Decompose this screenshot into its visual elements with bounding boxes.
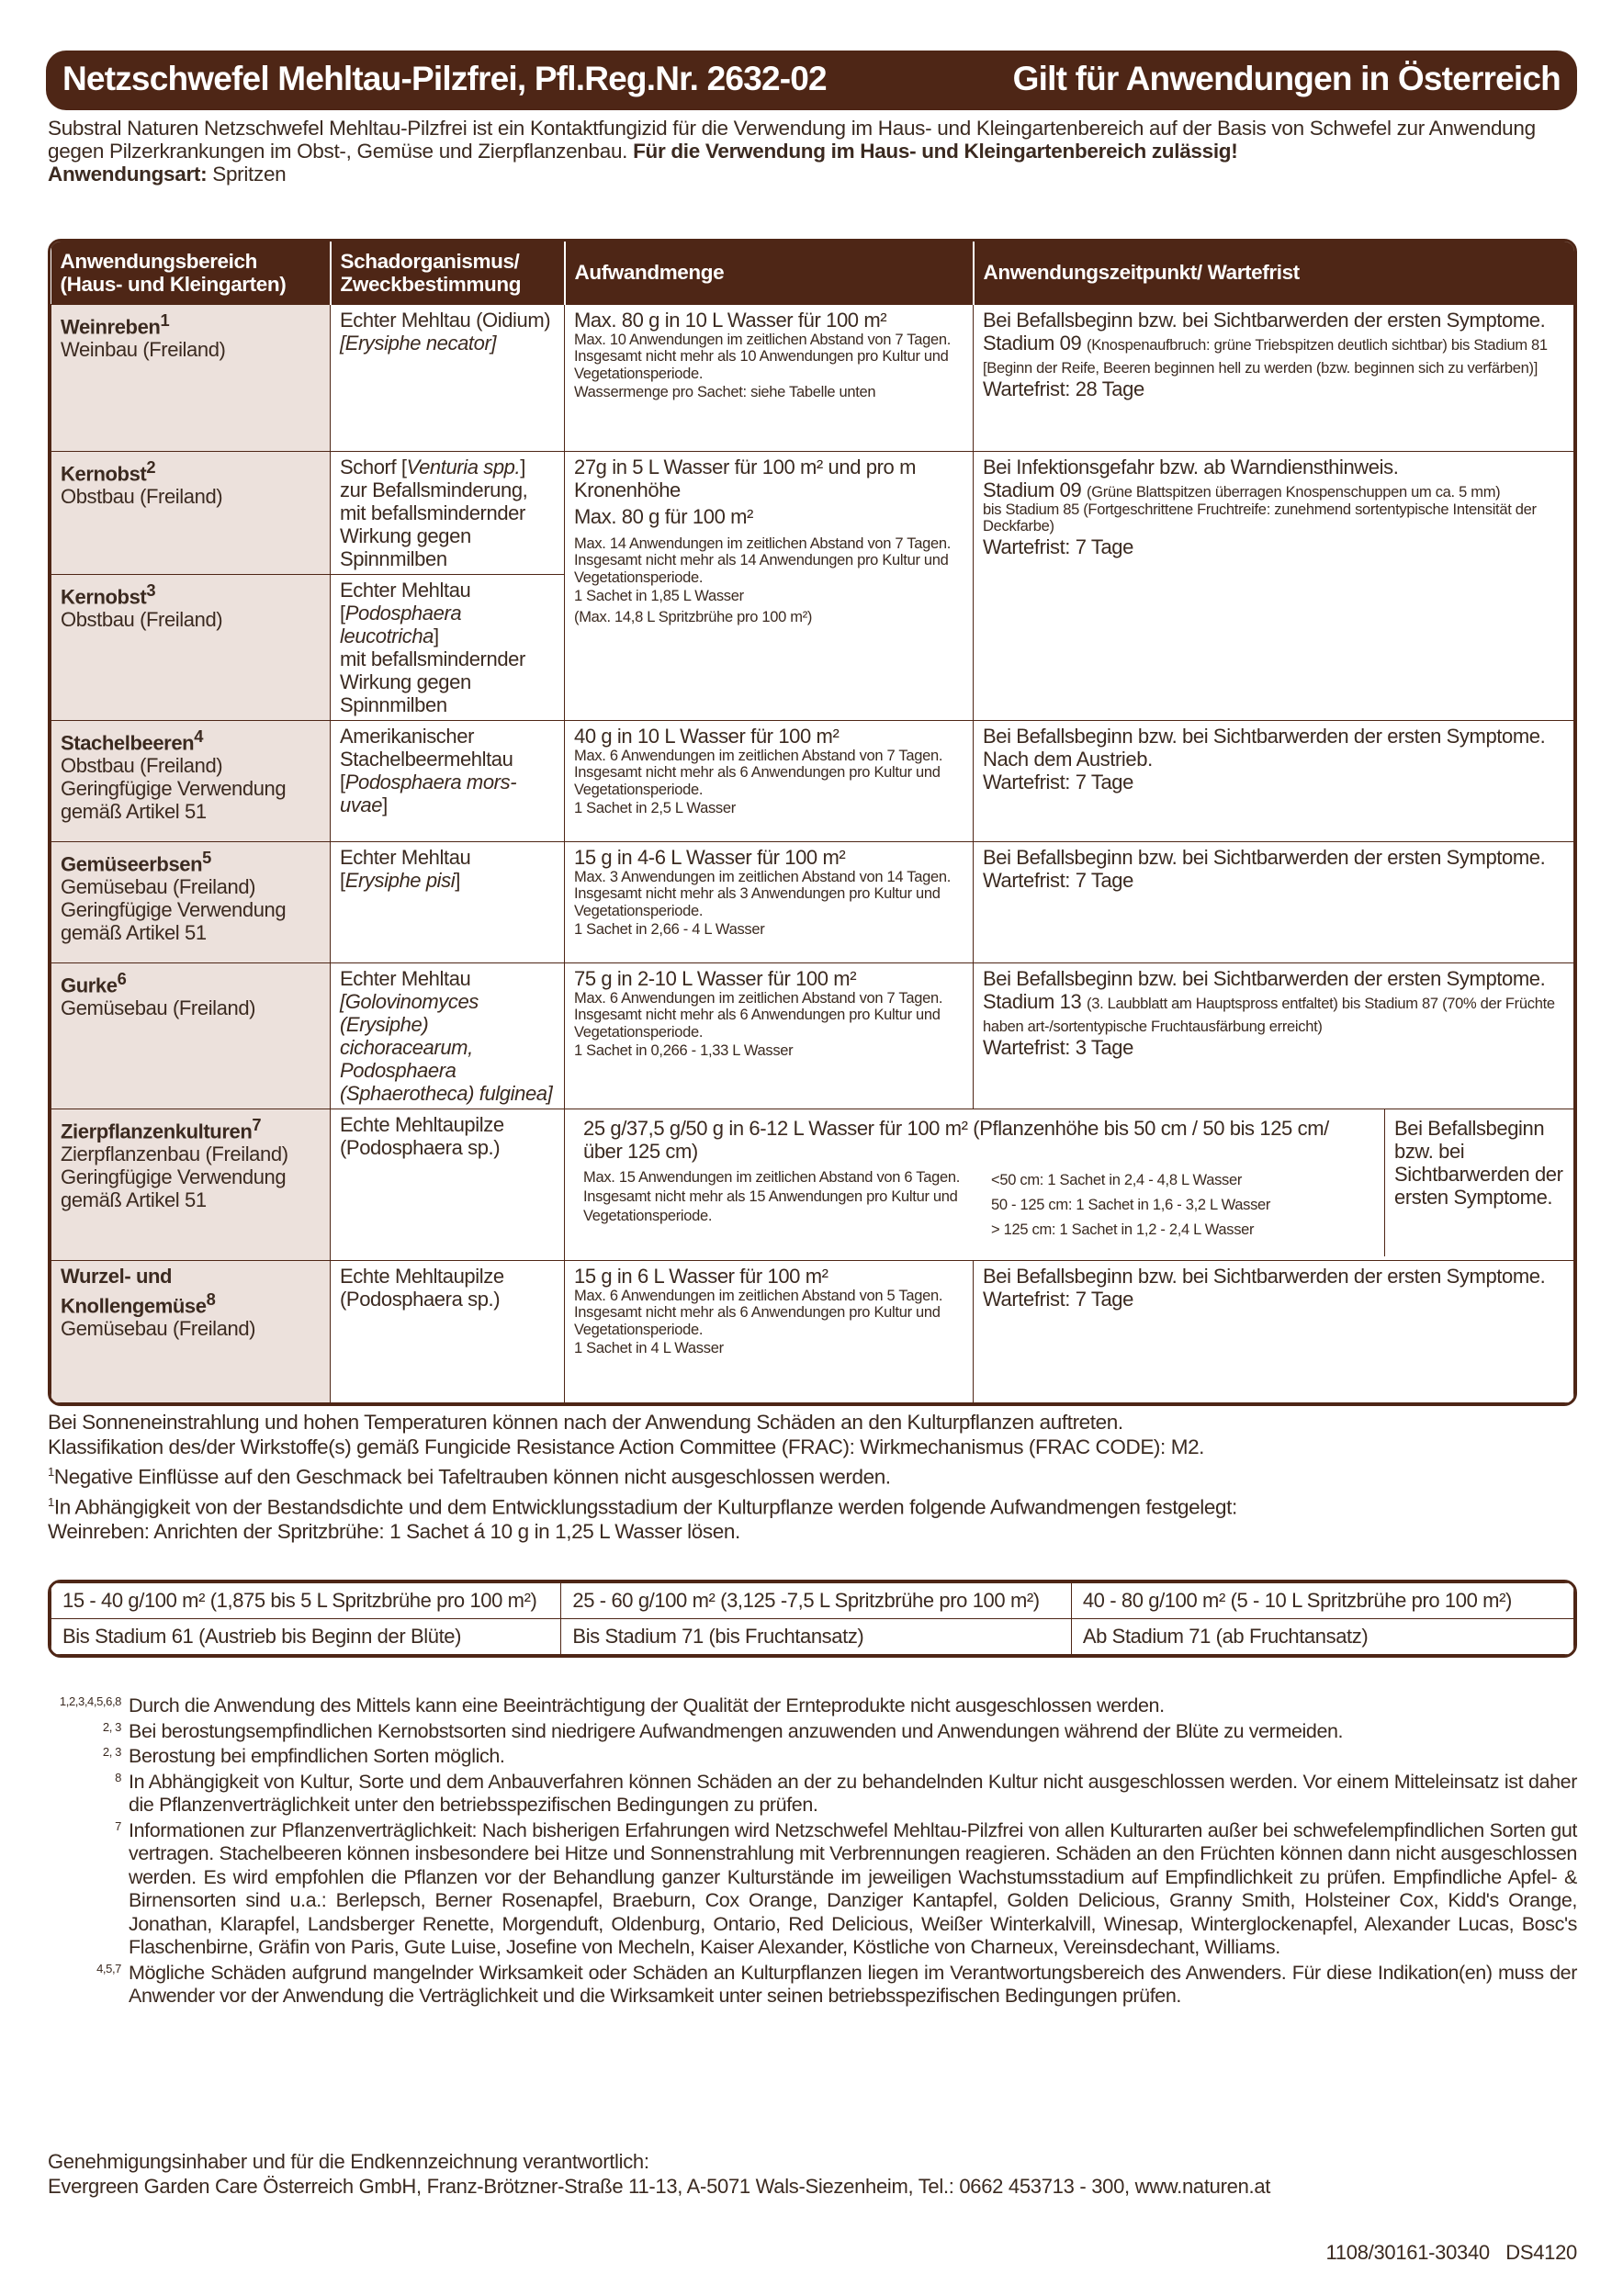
document-number: 1108/30161-30340 DS4120 bbox=[1325, 2241, 1577, 2264]
header-target: Schadorganismus/ Zweckbestimmung bbox=[331, 242, 565, 304]
target-text: Amerikanischer Stachelbeermehltau [ bbox=[340, 724, 513, 793]
table-row bbox=[51, 1109, 1574, 1260]
timing-text: Bei Befallsbeginn bzw. bei Sichtbarwerden der ersten Symptome. bbox=[983, 845, 1546, 869]
crop-sup: 7 bbox=[252, 1114, 262, 1134]
timing-stage-note: (Knospenaufbruch: grüne Triebspitzen deutlich sichtbar) bis Stadium 81 [Beginn der Reife, Beeren beginnen hell zu werden (bzw. beginnen sich zu verfärben)] bbox=[983, 336, 1548, 377]
crop-sup: 5 bbox=[202, 847, 211, 867]
target-cell bbox=[331, 841, 565, 962]
crop-name: Zierpflanzenkulturen bbox=[61, 1119, 253, 1142]
footnote bbox=[48, 1720, 1577, 1744]
footnote bbox=[48, 1962, 1577, 2009]
holder-address: Evergreen Garden Care Österreich GmbH, Franz-Brötzner-Straße 11-13, A-5071 Wals-Siezenheim, Tel.: 0662 453713 - 300, www.naturen.at bbox=[48, 2175, 1271, 2198]
target-latin: [Golovinomyces (Erysiphe) cichoracearum, Podosphaera (Sphaerotheca) fulginea] bbox=[340, 989, 553, 1105]
target-cell bbox=[331, 1109, 565, 1260]
rate-height-2: 50 - 125 cm: 1 Sachet in 1,6 - 3,2 L Wasser bbox=[991, 1196, 1271, 1213]
target-bracket: ] bbox=[455, 868, 460, 892]
timing-stage: Stadium 09 bbox=[983, 478, 1082, 501]
area-cell bbox=[51, 574, 331, 720]
target-cell bbox=[331, 962, 565, 1109]
crop-sub: Zierpflanzenbau (Freiland) bbox=[61, 1142, 288, 1165]
footnote-text: Berostung bei empfindlichen Sorten möglich. bbox=[129, 1745, 505, 1767]
stage-cell: Bis Stadium 61 (Austrieb bis Beginn der Blüte) bbox=[51, 1619, 561, 1655]
rate-main: 15 g in 4-6 L Wasser für 100 m² bbox=[574, 845, 846, 869]
region-label: Gilt für Anwendungen in Österreich bbox=[1012, 60, 1561, 97]
target-text: Echter Mehltau (Oidium) bbox=[340, 308, 551, 332]
timing-stage-note: (Grüne Blattspitzen überragen Knospenschuppen um ca. 5 mm) bbox=[1087, 483, 1501, 501]
rate-note-2: 1 Sachet in 2,66 - 4 L Wasser bbox=[574, 921, 765, 938]
waiting-period: Wartefrist: 7 Tage bbox=[983, 535, 1133, 558]
intro-paragraph bbox=[48, 117, 1577, 186]
notes-block bbox=[48, 1410, 1577, 1544]
crop-sup: 8 bbox=[206, 1289, 216, 1309]
waiting-period: Wartefrist: 3 Tage bbox=[983, 1035, 1133, 1059]
table-row bbox=[51, 962, 1574, 1109]
footnote bbox=[48, 1819, 1577, 1960]
footnote-text: Bei berostungsempfindlichen Kernobstsorten sind niedrigere Aufwandmengen anzuwenden und Anwendungen während der Blüte zu vermeiden. bbox=[129, 1719, 1344, 1742]
note-mark: 1 bbox=[48, 1494, 54, 1509]
rate-main: 25 g/37,5 g/50 g in 6-12 L Wasser für 100 m² (Pflanzenhöhe bis 50 cm / 50 bis 125 cm/ über 125 cm) bbox=[583, 1116, 1329, 1163]
target-cell bbox=[331, 1260, 565, 1402]
timing-stage-note: (3. Laubblatt am Hauptspross entfaltet) bis Stadium 87 (70% der Früchte haben art-/sortentypische Fruchtausfärbung erreicht) bbox=[983, 995, 1555, 1035]
zier-rate-area bbox=[565, 1109, 1385, 1256]
waiting-period: Wartefrist: 7 Tage bbox=[983, 1287, 1133, 1311]
table-row bbox=[51, 720, 1574, 841]
target-bracket: ] bbox=[520, 455, 525, 478]
crop-name: Weinreben bbox=[61, 314, 161, 338]
footnote bbox=[48, 1745, 1577, 1769]
crop-sub-2: Geringfügige Verwendung gemäß Artikel 51 bbox=[61, 897, 287, 944]
crop-sup: 2 bbox=[146, 456, 156, 477]
target-cell bbox=[331, 720, 565, 841]
crop-sub: Obstbau (Freiland) bbox=[61, 607, 223, 631]
timing-text: Bei Infektionsgefahr bzw. ab Warndiensthinweis. bbox=[983, 455, 1399, 478]
rate-note: Max. 6 Anwendungen im zeitlichen Abstand von 7 Tagen. Insgesamt nicht mehr als 6 Anwendungen pro Kultur und Vegetationsperiode. bbox=[574, 747, 943, 798]
timing-cell bbox=[974, 962, 1574, 1109]
holder-label: Genehmigungsinhaber und für die Endkennzeichnung verantwortlich: bbox=[48, 2150, 649, 2173]
note-preparation: Weinreben: Anrichten der Spritzbrühe: 1 Sachet á 10 g in 1,25 L Wasser lösen. bbox=[48, 1520, 740, 1543]
timing-cell bbox=[974, 1260, 1574, 1402]
crop-name: Gemüseerbsen bbox=[61, 851, 203, 875]
crop-sub: Gemüsebau (Freiland) bbox=[61, 874, 256, 898]
crop-sub: Obstbau (Freiland) bbox=[61, 753, 223, 777]
header-rate: Aufwandmenge bbox=[565, 242, 974, 304]
rate-cell bbox=[565, 451, 974, 720]
header-timing: Anwendungszeitpunkt/ Wartefrist bbox=[974, 242, 1574, 304]
waiting-period: Wartefrist: 28 Tage bbox=[983, 377, 1144, 400]
dosage-cell: 15 - 40 g/100 m² (1,875 bis 5 L Spritzbrühe pro 100 m²) bbox=[51, 1583, 561, 1619]
crop-sub-2: Geringfügige Verwendung gemäß Artikel 51 bbox=[61, 776, 287, 823]
header-area: Anwendungsbereich (Haus- und Kleingarten) bbox=[51, 242, 331, 304]
table-row bbox=[51, 1583, 1574, 1619]
target-text: Echte Mehltaupilze (Podosphaera sp.) bbox=[340, 1264, 504, 1311]
crop-name: Gurke bbox=[61, 973, 118, 996]
footnote-text: Durch die Anwendung des Mittels kann eine Beeinträchtigung der Qualität der Ernteprodukte nicht ausgeschlossen werden. bbox=[129, 1694, 1165, 1716]
area-cell bbox=[51, 451, 331, 574]
crop-sup: 4 bbox=[194, 726, 203, 746]
footnote bbox=[48, 1771, 1577, 1818]
footnote-mark: 2, 3 bbox=[102, 1719, 121, 1734]
footnotes-block bbox=[48, 1694, 1577, 2010]
target-cell bbox=[331, 574, 565, 720]
dosage-cell: 25 - 60 g/100 m² (3,125 -7,5 L Spritzbrühe pro 100 m²) bbox=[561, 1583, 1071, 1619]
timing-cell bbox=[1385, 1109, 1574, 1256]
crop-sup: 1 bbox=[160, 310, 170, 330]
timing-stage-end: bis Stadium 85 (Fortgeschrittene Fruchtreife: zunehmend sortentypische Intensität der Deckfarbe) bbox=[983, 501, 1537, 535]
table-row bbox=[51, 841, 1574, 962]
table-row bbox=[51, 304, 1574, 451]
timing-cell bbox=[974, 720, 1574, 841]
crop-sup: 3 bbox=[146, 580, 156, 600]
rate-note-2: 1 Sachet in 1,85 L Wasser bbox=[574, 588, 744, 604]
note-sun: Bei Sonneneinstrahlung und hohen Temperaturen können nach der Anwendung Schäden an den Kulturpflanzen auftreten. bbox=[48, 1411, 1123, 1434]
waiting-period: Wartefrist: 7 Tage bbox=[983, 868, 1133, 892]
footnote-mark: 2, 3 bbox=[102, 1745, 121, 1759]
rate-note-2: Wassermenge pro Sachet: siehe Tabelle unten bbox=[574, 384, 876, 400]
target-text: Echter Mehltau bbox=[340, 966, 471, 990]
rate-main: 15 g in 6 L Wasser für 100 m² bbox=[574, 1264, 828, 1288]
note-density: In Abhängigkeit von der Bestandsdichte und dem Entwicklungsstadium der Kulturpflanze werden folgende Aufwandmengen festgelegt: bbox=[53, 1495, 1237, 1518]
crop-sub-2: Geringfügige Verwendung gemäß Artikel 51 bbox=[61, 1165, 287, 1211]
rate-main: Max. 80 g in 10 L Wasser für 100 m² bbox=[574, 308, 887, 332]
rate-max: Max. 80 g für 100 m² bbox=[574, 504, 753, 528]
timing-cell bbox=[974, 841, 1574, 962]
target-latin: Podosphaera mors-uvae bbox=[340, 770, 517, 816]
authorization-holder bbox=[48, 2149, 1577, 2199]
footnote-mark: 4,5,7 bbox=[96, 1961, 121, 1975]
footnote-text: Informationen zur Pflanzenverträglichkeit: Nach bisherigen Erfahrungen wird Netzschwefel Mehltau-Pilzfrei von allen Kulturarten außer bei schwefelempfindlichen Sorten gut vertragen. Stachelbeeren können insbesondere bei Hitze und Sonnenstrahlung mit Verbrennungen reagieren. Schäden an den Früchten können dann nicht ausgeschlossen werden. Es wird empfohlen die Pflanzen vor der Behandlung ganzer Kulturstände im jeweiligen Wachstumsstadium auf Empfindlichkeit zu prüfen. Empfindliche Apfel- & Birnensorten sind u.a.: Berlepsch, Berner Rosenapfel, Braeburn, Cox Orange, Danziger Kantapfel, Golden Delicious, Granny Smith, Holsteiner Cox, Kidd's Orange, Jonathan, Klarapfel, Landsberger Renette, Morgenduft, Oldenburg, Ontario, Red Delicious, Weißer Winterkalvill, Winesap, Winterglockenapfel, Alexander Lucas, Bosc's Flaschenbirne, Gräfin von Paris, Gute Luise, Josefine von Mecheln, Kaiser Alexander, Köstliche von Charneux, Vereinsdechant, Williams. bbox=[129, 1818, 1577, 1958]
crop-sub: Gemüsebau (Freiland) bbox=[61, 996, 256, 1019]
crop-name: Kernobst bbox=[61, 584, 147, 608]
crop-sup: 6 bbox=[117, 968, 127, 988]
rate-main: 40 g in 10 L Wasser für 100 m² bbox=[574, 724, 840, 748]
title-bar bbox=[46, 51, 1577, 110]
application-table bbox=[48, 239, 1577, 1406]
timing-text: Bei Befallsbeginn bzw. bei Sichtbarwerden der ersten Symptome. bbox=[983, 966, 1546, 990]
crop-sub: Weinbau (Freiland) bbox=[61, 337, 226, 361]
footnote-mark: 7 bbox=[115, 1818, 121, 1833]
crop-name: Kernobst bbox=[61, 461, 147, 485]
timing-stage: Stadium 13 bbox=[983, 989, 1082, 1013]
method-value: Spritzen bbox=[212, 163, 287, 186]
stage-cell: Ab Stadium 71 (ab Fruchtansatz) bbox=[1071, 1619, 1573, 1655]
timing-text: Bei Befallsbeginn bzw. bei Sichtbarwerden der ersten Symptome. Nach dem Austrieb. bbox=[983, 724, 1546, 771]
target-effect: mit befallsmindernder Wirkung gegen Spinnmilben bbox=[340, 647, 525, 716]
rate-main: 75 g in 2-10 L Wasser für 100 m² bbox=[574, 966, 857, 990]
crop-name: Wurzel- und Knollengemüse bbox=[61, 1264, 207, 1317]
method-label: Anwendungsart: bbox=[48, 163, 208, 186]
rate-note-2: 1 Sachet in 0,266 - 1,33 L Wasser bbox=[574, 1042, 794, 1059]
note-taste: Negative Einflüsse auf den Geschmack bei Tafeltrauben können nicht ausgeschlossen werden. bbox=[53, 1465, 891, 1489]
table-row bbox=[51, 1260, 1574, 1402]
rate-height-1: <50 cm: 1 Sachet in 2,4 - 4,8 L Wasser bbox=[991, 1171, 1243, 1188]
rate-main: 27g in 5 L Wasser für 100 m² und pro m Kronenhöhe bbox=[574, 455, 917, 501]
rate-note: Max. 6 Anwendungen im zeitlichen Abstand von 5 Tagen. Insgesamt nicht mehr als 6 Anwendungen pro Kultur und Vegetationsperiode. bbox=[574, 1287, 943, 1338]
target-latin: Erysiphe pisi bbox=[344, 868, 456, 892]
rate-note-2: 1 Sachet in 2,5 L Wasser bbox=[574, 800, 736, 816]
target-text: Echter Mehltau [ bbox=[340, 578, 471, 625]
note-mark: 1 bbox=[48, 1465, 54, 1479]
intro-bold-note: Für die Verwendung im Haus- und Kleingartenbereich zulässig! bbox=[633, 140, 1238, 163]
timing-text: Bei Befallsbeginn bzw. bei Sichtbarwerden der ersten Symptome. bbox=[983, 308, 1546, 332]
footnote-mark: 8 bbox=[115, 1770, 121, 1784]
rate-note: Max. 3 Anwendungen im zeitlichen Abstand von 14 Tagen. Insgesamt nicht mehr als 3 Anwendungen pro Kultur und Vegetationsperiode. bbox=[574, 868, 952, 919]
target-bracket: ] bbox=[434, 624, 439, 647]
rate-cell bbox=[565, 1260, 974, 1402]
rate-note: Max. 14 Anwendungen im zeitlichen Abstand von 7 Tagen. Insgesamt nicht mehr als 14 Anwendungen pro Kultur und Vegetationsperiode. bbox=[574, 535, 952, 586]
target-latin: Venturia spp. bbox=[406, 455, 521, 478]
target-effect: zur Befallsminderung, mit befallsmindernder Wirkung gegen Spinnmilben bbox=[340, 478, 528, 570]
table-row bbox=[51, 451, 1574, 574]
target-latin: [Erysiphe necator] bbox=[340, 331, 497, 355]
target-latin: Podosphaera leucotricha bbox=[340, 601, 462, 647]
footnote-text: Mögliche Schäden aufgrund mangelnder Wirksamkeit oder Schäden an Kulturpflanzen liegen im Verantwortungsbereich des Anwenders. Für diese Indikation(en) muss der Anwender vor der Anwendung die Verträglichkeit und die Wirksamkeit unter seinen betriebsspezifischen Bedingungen prüfen. bbox=[129, 1961, 1577, 2007]
timing-text: Bei Befallsbeginn bzw. bei Sichtbarwerden der ersten Symptome. bbox=[983, 1264, 1546, 1288]
dosage-table bbox=[48, 1580, 1577, 1658]
rate-note: Max. 6 Anwendungen im zeitlichen Abstand von 7 Tagen. Insgesamt nicht mehr als 6 Anwendungen pro Kultur und Vegetationsperiode. bbox=[574, 989, 943, 1041]
area-cell bbox=[51, 304, 331, 451]
area-cell bbox=[51, 962, 331, 1109]
target-text: Echte Mehltaupilze (Podosphaera sp.) bbox=[340, 1112, 504, 1159]
target-bracket: ] bbox=[382, 793, 388, 816]
timing-cell bbox=[974, 451, 1574, 720]
dosage-cell: 40 - 80 g/100 m² (5 - 10 L Spritzbrühe pro 100 m²) bbox=[1071, 1583, 1573, 1619]
area-cell bbox=[51, 720, 331, 841]
rate-cell bbox=[565, 841, 974, 962]
rate-cell bbox=[565, 304, 974, 451]
rate-note-2: 1 Sachet in 4 L Wasser bbox=[574, 1340, 724, 1356]
rate-note-3: (Max. 14,8 L Spritzbrühe pro 100 m²) bbox=[574, 608, 813, 625]
crop-name: Stachelbeeren bbox=[61, 730, 195, 754]
rate-height-3: > 125 cm: 1 Sachet in 1,2 - 2,4 L Wasser bbox=[991, 1221, 1255, 1238]
timing-stage: Stadium 09 bbox=[983, 331, 1082, 355]
target-text: Echter Mehltau [ bbox=[340, 845, 471, 892]
intro-text: Substral Naturen Netzschwefel Mehltau-Pilzfrei ist ein Kontaktfungizid für die Verwendung im Haus- und Kleingartenbereich auf der Basis von Schwefel zur Anwendung gegen Pilzerkrankungen im Obst-, Gemüse und Zierpflanzenbau. bbox=[48, 117, 1536, 163]
timing-cell bbox=[974, 304, 1574, 451]
timing-text: Bei Befallsbeginn bzw. bei Sichtbarwerden der ersten Symptome. bbox=[1394, 1116, 1563, 1209]
area-cell bbox=[51, 841, 331, 962]
rate-cell bbox=[565, 720, 974, 841]
area-cell bbox=[51, 1260, 331, 1402]
note-frac: Klassifikation des/der Wirkstoffe(s) gemäß Fungicide Resistance Action Committee (FRAC): Wirkmechanismus (FRAC CODE): M2. bbox=[48, 1435, 1205, 1458]
rate-note: Max. 15 Anwendungen im zeitlichen Abstand von 6 Tagen. Insgesamt nicht mehr als 15 Anwendungen pro Kultur und Vegetationsperiode. bbox=[583, 1168, 961, 1224]
product-title: Netzschwefel Mehltau-Pilzfrei, Pfl.Reg.Nr. 2632-02 bbox=[62, 60, 827, 97]
footnote-text: In Abhängigkeit von Kultur, Sorte und dem Anbauverfahren können Schäden an der zu behandelnden Kultur nicht ausgeschlossen werden. Vor einem Mitteleinsatz ist daher die Pflanzenverträglichkeit unter den betriebsspezifischen Bedingungen zu prüfen. bbox=[129, 1770, 1577, 1816]
waiting-period: Wartefrist: 7 Tage bbox=[983, 770, 1133, 793]
target-text: Schorf [ bbox=[340, 455, 407, 478]
crop-sub: Obstbau (Freiland) bbox=[61, 484, 223, 508]
area-cell bbox=[51, 1109, 331, 1260]
rate-timing-merged-cell bbox=[565, 1109, 1574, 1260]
table-row bbox=[51, 1619, 1574, 1655]
target-cell bbox=[331, 304, 565, 451]
crop-sub: Gemüsebau (Freiland) bbox=[61, 1316, 256, 1340]
target-cell bbox=[331, 451, 565, 574]
footnote-mark: 1,2,3,4,5,6,8 bbox=[59, 1694, 121, 1708]
stage-cell: Bis Stadium 71 (bis Fruchtansatz) bbox=[561, 1619, 1071, 1655]
rate-note: Max. 10 Anwendungen im zeitlichen Abstand von 7 Tagen. Insgesamt nicht mehr als 10 Anwendungen pro Kultur und Vegetationsperiode. bbox=[574, 331, 952, 382]
footnote bbox=[48, 1694, 1577, 1718]
rate-cell bbox=[565, 962, 974, 1109]
